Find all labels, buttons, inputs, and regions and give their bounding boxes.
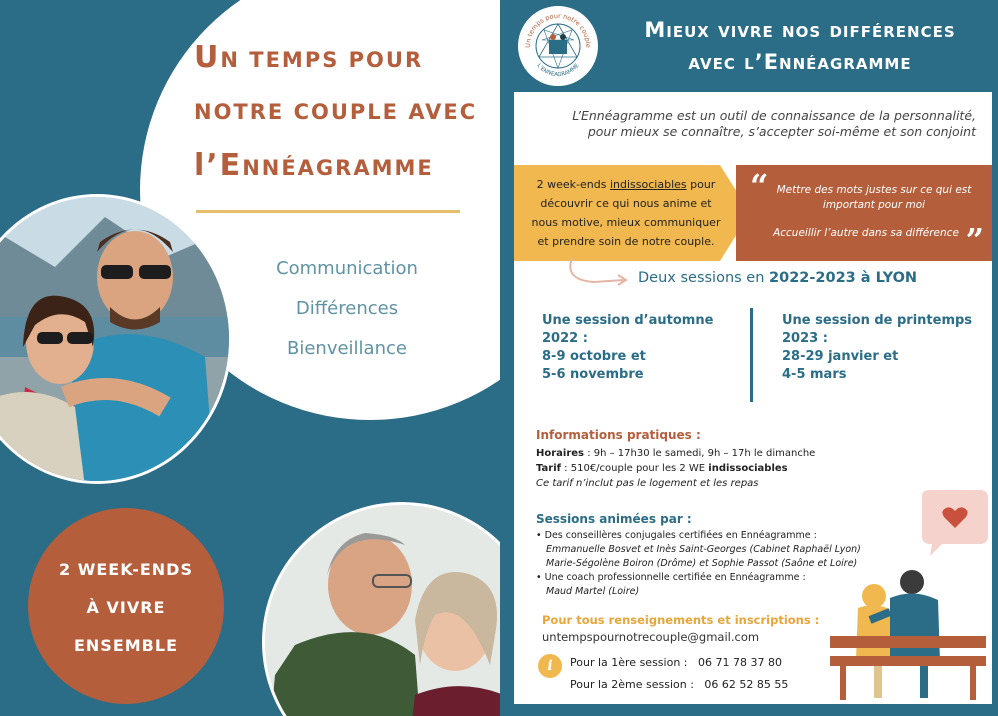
title-line-2 [194, 100, 477, 124]
animators-line-3: Marie-Ségolène Boiron (Drôme) et Sophie Passot (Saône et Loire) [546, 558, 858, 569]
keyword-differences: Différences [295, 298, 399, 319]
enneagram-logo-icon [518, 6, 598, 86]
svg-text:L’ENNEAGRAMME [535, 62, 580, 78]
older-couple-photo [262, 502, 500, 716]
info-heading: Informations pratiques : [536, 428, 701, 442]
contact-email[interactable]: untempspournotrecouple@gmail.com [542, 630, 760, 644]
autumn-dates-2: 5-6 novembre [542, 367, 644, 382]
animators-heading: Sessions animées par : [536, 512, 692, 526]
spring-year: 2023 : [782, 331, 828, 346]
title-capital: l’E [194, 148, 243, 183]
schedule-label: Horaires [536, 448, 585, 459]
badge-line-1: 2 WEEK-ENDS [59, 560, 193, 579]
spring-dates-1: 28-29 janvier et [782, 349, 899, 364]
keyword-communication: Communication [276, 258, 418, 279]
autumn-session [542, 312, 742, 384]
info-icon: i [538, 654, 562, 678]
weekend-arrow-box [514, 165, 750, 261]
title-line-3 [194, 148, 434, 183]
right-panel [500, 0, 998, 716]
price-note: Ce tarif n’inclut pas le logement et les repas [536, 478, 759, 489]
weekend-badge [28, 508, 224, 704]
intro-text [524, 108, 976, 140]
animators-line-2: Emmanuelle Bosvet et Inès Saint-Georges (Cabinet Raphaël Lyon) [546, 544, 861, 555]
arrow-text-start: 2 week-ends [536, 178, 610, 191]
quote-box [736, 165, 992, 261]
title-text: NOTRE COUPLE AVEC [194, 100, 478, 124]
quote-line-2: Accueillir l’autre dans sa différence [773, 227, 959, 239]
bench-couple-illustration [830, 490, 990, 702]
title-text: N TEMPS POUR [220, 48, 424, 72]
autumn-year: 2022 : [542, 331, 588, 346]
price-label: Tarif [536, 463, 561, 474]
arrow-text-underlined: indissociables [609, 178, 687, 191]
title-divider [196, 210, 460, 213]
animators-line-4: • Une coach professionnelle certifiée en Ennéagramme : [536, 572, 806, 583]
arrow-box-text [526, 175, 726, 251]
info-card [514, 92, 992, 704]
sessions-divider [750, 308, 753, 402]
animators-line-1: • Des conseillères conjugales certifiées en Ennéagramme : [536, 530, 817, 541]
sessions-prefix: Deux sessions en [638, 270, 770, 286]
schedule-line [536, 448, 815, 459]
keyword-bienveillance: Bienveillance [287, 338, 407, 359]
close-quote-icon: ” [965, 221, 984, 259]
autumn-dates-1: 8-9 octobre et [542, 349, 646, 364]
contact-heading: Pour tous renseignements et inscriptions : [542, 613, 820, 627]
phone-session-1[interactable]: Pour la 1ère session : 06 71 78 37 80 [570, 656, 782, 669]
phone-session-2[interactable]: Pour la 2ème session : 06 62 52 85 55 [570, 678, 789, 691]
badge-line-2: À VIVRE [86, 598, 166, 617]
title-capital: U [194, 40, 221, 75]
price-line [536, 463, 788, 474]
swoosh-arrow-icon [564, 254, 634, 294]
heading-line-1: Mieux vivre nos différences [644, 18, 956, 42]
heading-line-2: avec l’Ennéagramme [688, 50, 912, 74]
schedule-text: : 9h – 17h30 le samedi, 9h – 17h le dimanche [584, 448, 816, 459]
sessions-title [638, 270, 917, 286]
sessions-dates: 2022-2023 à LYON [769, 270, 918, 286]
logo-ring-bottom: L’ENNEAGRAMME [535, 62, 581, 79]
autumn-title: Une session d’automne [542, 313, 714, 328]
animators-line-5: Maud Martel (Loire) [546, 586, 640, 597]
arrow-text-end: pour découvrir ce qui nous anime et nous motive, mieux communiquer et prendre soin de notre couple. [531, 178, 721, 248]
spring-session [782, 312, 982, 384]
intro-line-1: L’Ennéagramme est un outil de connaissance de la personnalité, [572, 108, 976, 123]
logo-ring-top: Un temps pour notre couple [523, 11, 593, 48]
spring-dates-2: 4-5 mars [782, 367, 847, 382]
open-quote-icon: “ [750, 167, 769, 205]
price-text: : 510€/couple pour les 2 WE [561, 463, 709, 474]
spring-title: Une session de printemps [782, 313, 973, 328]
price-bold: indissociables [708, 463, 788, 474]
title-line-1 [194, 40, 423, 75]
badge-line-3: ENSEMBLE [73, 636, 178, 655]
quote-line-1: Mettre des mots justes sur ce qui est important pour moi [776, 184, 972, 211]
title-text: NNÉAGRAMME [242, 156, 434, 180]
intro-line-2: pour mieux se connaître, s’accepter soi-même et son conjoint [587, 124, 976, 139]
enneagram-logo [516, 4, 600, 88]
older-couple-illustration [265, 505, 500, 716]
